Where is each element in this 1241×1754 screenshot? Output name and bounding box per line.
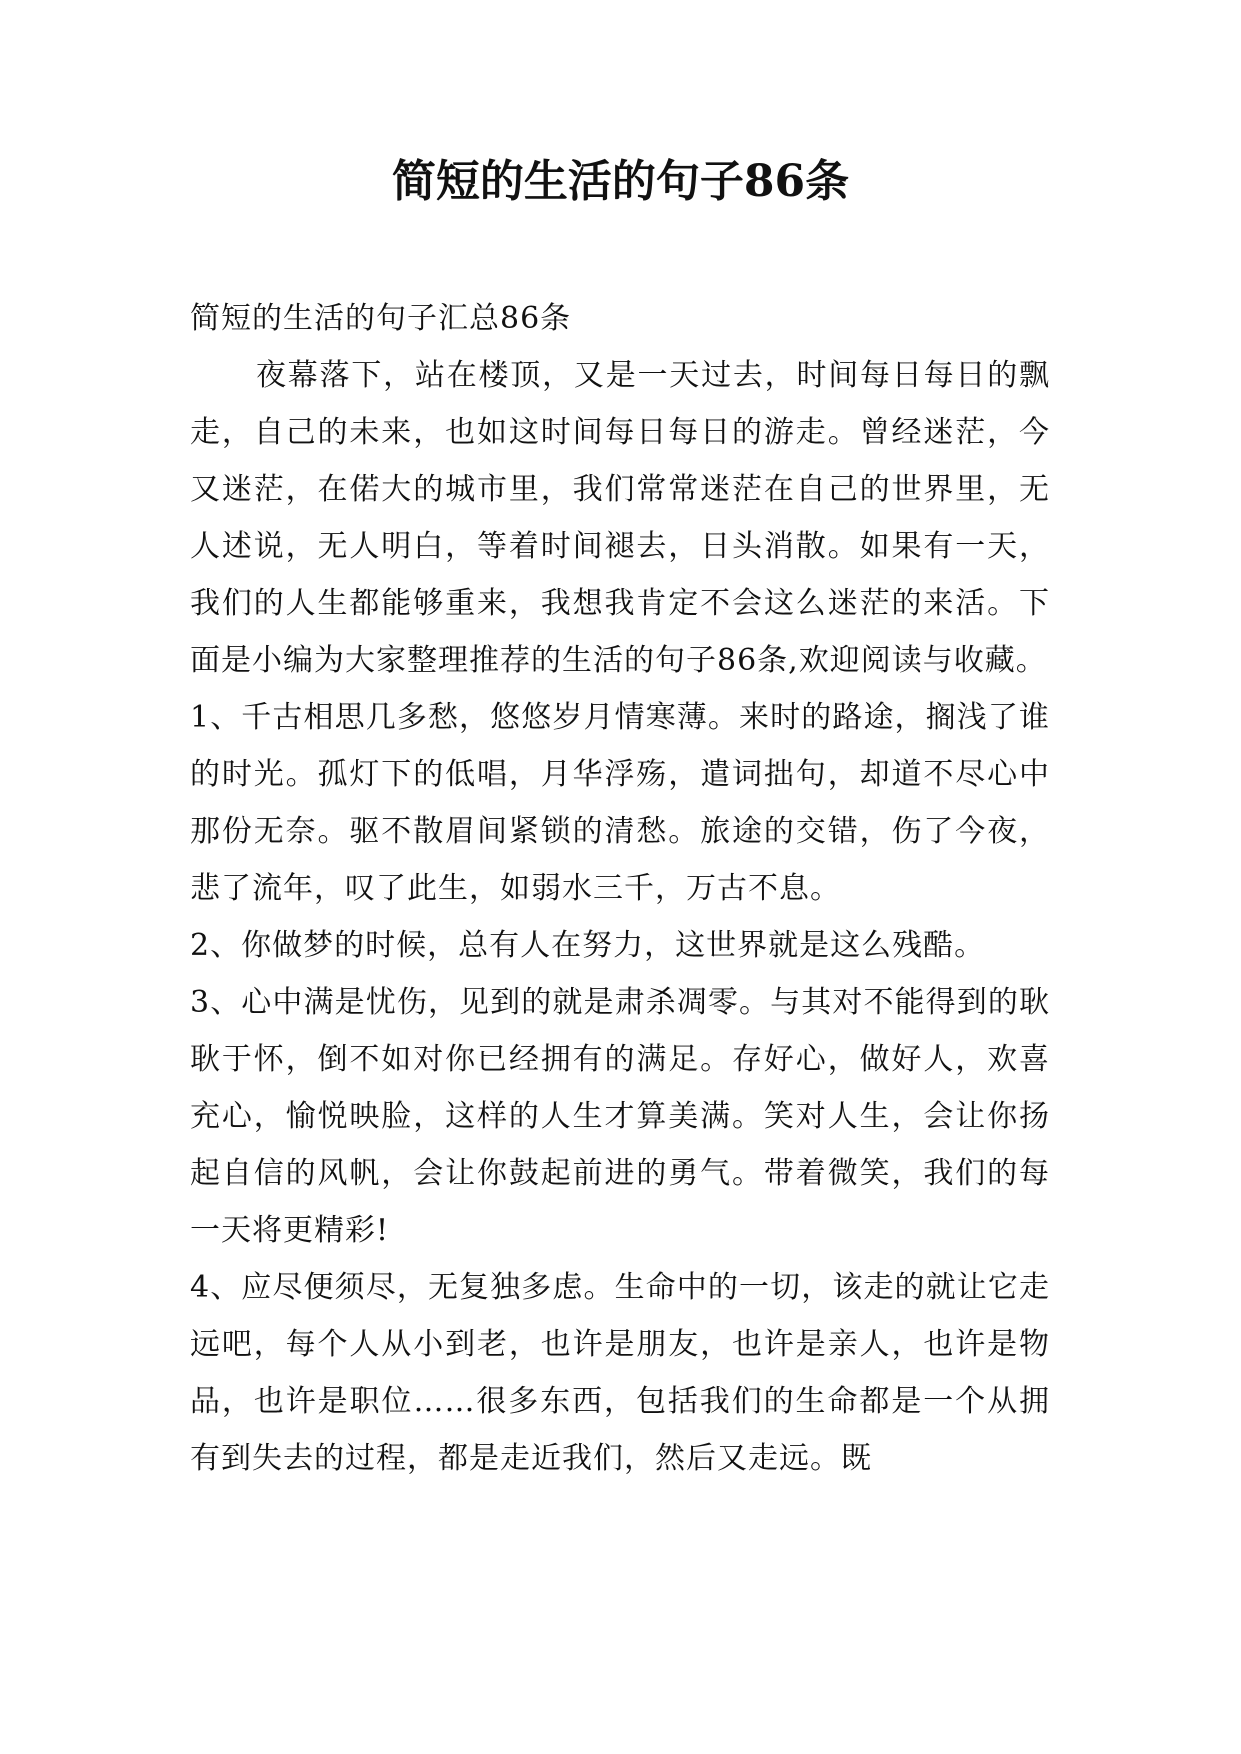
- list-item: 3、心中满是忧伤，见到的就是肃杀凋零。与其对不能得到的耿耿于怀，倒不如对你已经拥有的满足。存好心，做好人，欢喜充心，愉悦映脸，这样的人生才算美满。笑对人生，会让你扬起自信的风帆，会让你鼓起前进的勇气。带着微笑，我们的每一天将更精彩!: [190, 985, 1050, 1248]
- document-subtitle: 简短的生活的句子汇总86条: [190, 301, 572, 336]
- list-item: 2、你做梦的时候，总有人在努力，这世界就是这么残酷。: [190, 928, 986, 963]
- document-title: 简短的生活的句子86条: [391, 156, 850, 207]
- document-body: [190, 290, 1050, 1487]
- list-item: 4、应尽便须尽，无复独多虑。生命中的一切，该走的就让它走远吧，每个人从小到老，也许是朋友，也许是亲人，也许是物品，也许是职位……很多东西，包括我们的生命都是一个从拥有到失去的过程，都是走近我们，然后又走远。既: [190, 1270, 1050, 1476]
- list-item: 1、千古相思几多愁，悠悠岁月情寒薄。来时的路途，搁浅了谁的时光。孤灯下的低唱，月华浮殇，遣词拙句，却道不尽心中那份无奈。驱不散眉间紧锁的清愁。旅途的交错，伤了今夜，悲了流年，叹了此生，如弱水三千，万古不息。: [190, 700, 1050, 906]
- intro-paragraph: 夜幕落下，站在楼顶，又是一天过去，时间每日每日的飘走，自己的未来，也如这时间每日每日的游走。曾经迷茫，今又迷茫，在偌大的城市里，我们常常迷茫在自己的世界里，无人述说，无人明白，等着时间褪去，日头消散。如果有一天，我们的人生都能够重来，我想我肯定不会这么迷茫的来活。下面是小编为大家整理推荐的生活的句子86条,欢迎阅读与收藏。: [190, 358, 1050, 678]
